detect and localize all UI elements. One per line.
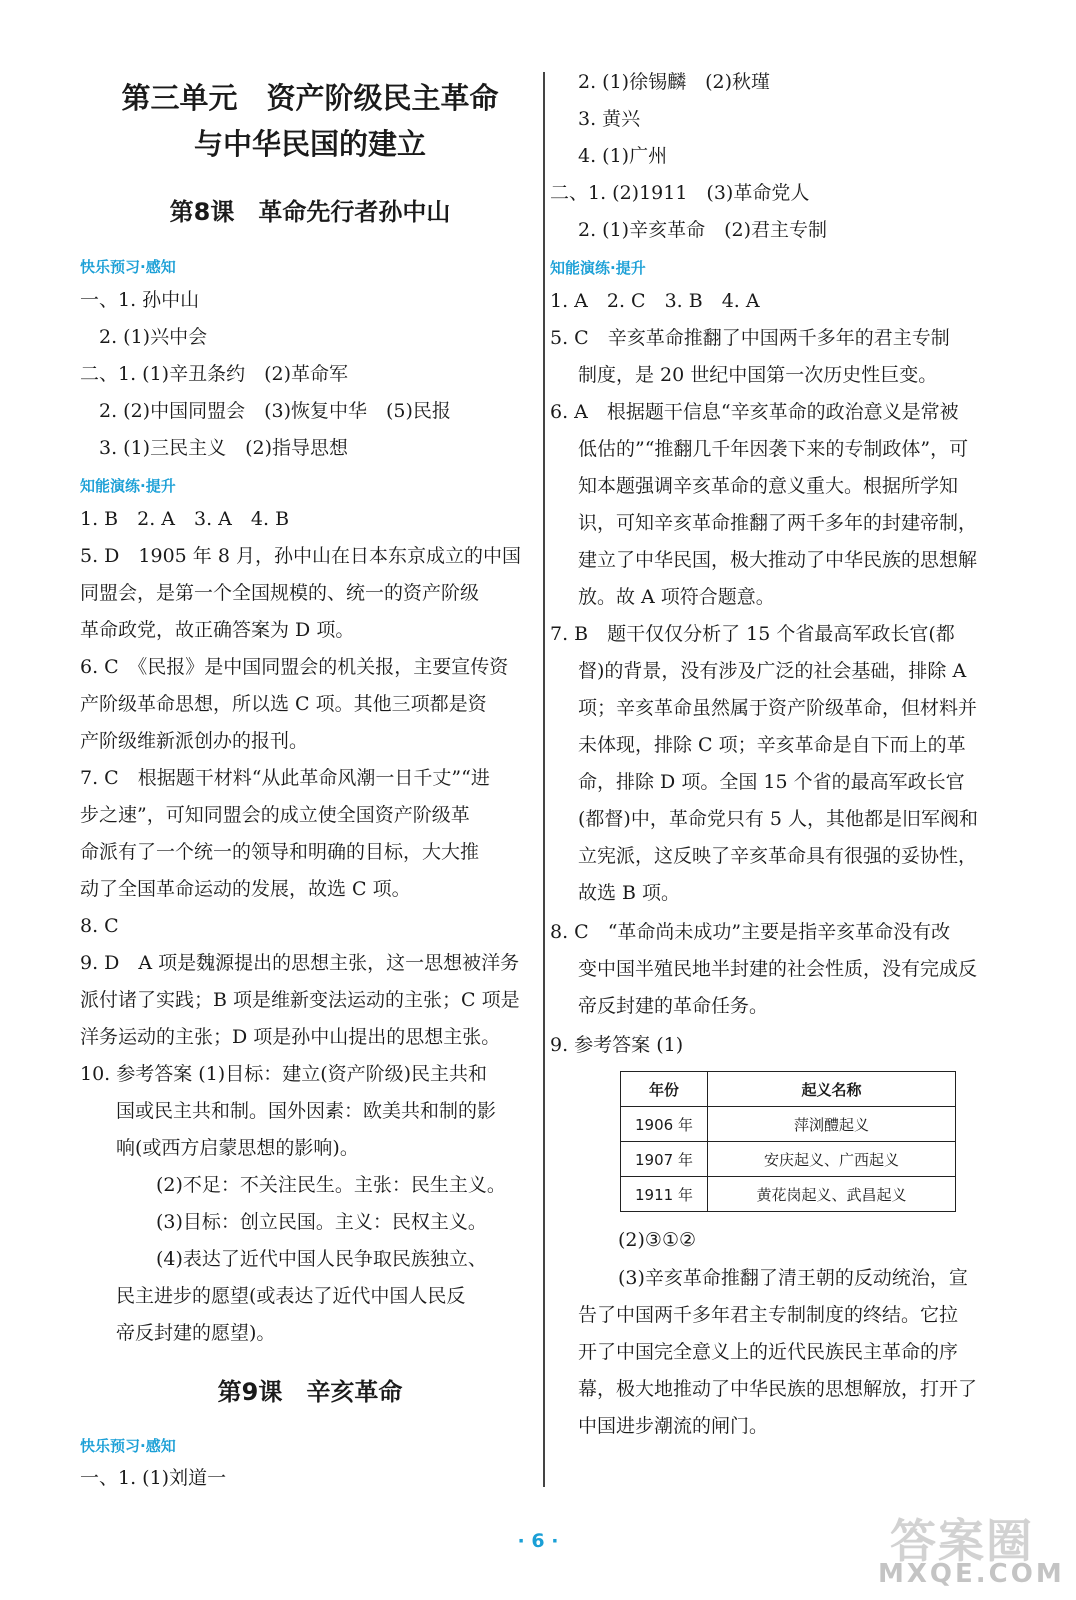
answer-line: 故选 B 项。 [578, 882, 681, 904]
answer-line: 动了全国革命运动的发展，故选 C 项。 [80, 878, 411, 900]
answer-line: 10. 参考答案 (1)目标：建立(资产阶级)民主共和 [80, 1063, 488, 1085]
answer-line: 7. B 题干仅仅分析了 15 个省最高军政长官(都 [550, 623, 955, 645]
answer-line: 帝反封建的愿望)。 [116, 1322, 276, 1344]
table-cell-year: 1906 年 [621, 1107, 708, 1142]
answer-line: 开了中国完全意义上的近代民族民主革命的序 [578, 1341, 959, 1363]
answer-line: 立宪派，这反映了辛亥革命具有很强的妥协性， [578, 845, 978, 867]
table-cell-uprising: 黄花岗起义、武昌起义 [708, 1177, 956, 1212]
answer-line: 响(或西方启蒙思想的影响)。 [116, 1137, 359, 1159]
answer-line: 同盟会，是第一个全国规模的、统一的资产阶级 [80, 582, 480, 604]
answer-line: 一、1. 孙中山 [80, 289, 200, 311]
answer-line: 识，可知辛亥革命推翻了两千多年的封建帝制， [578, 512, 978, 534]
answer-line: 2. (1)徐锡麟 (2)秋瑾 [578, 71, 770, 93]
answer-line: 民主进步的愿望(或表达了近代中国人民反 [116, 1285, 466, 1307]
answer-line: 9. D A 项是魏源提出的思想主张，这一思想被洋务 [80, 952, 520, 974]
answer-line: 5. D 1905 年 8 月，孙中山在日本东京成立的中国 [80, 545, 521, 567]
answer-line: 2. (1)兴中会 [80, 326, 208, 348]
table-header-uprising: 起义名称 [708, 1072, 956, 1107]
lesson8-title: 第8课 革命先行者孙中山 [169, 198, 451, 226]
answer-line: 中国进步潮流的闸门。 [578, 1415, 769, 1437]
table-cell-year: 1911 年 [621, 1177, 708, 1212]
answer-line: 国或民主共和制。国外因素：欧美共和制的影 [116, 1100, 497, 1122]
answer-line: (都督)中，革命党只有 5 人，其他都是旧军阀和 [578, 808, 978, 830]
answer-line: 革命政党，故正确答案为 D 项。 [80, 619, 355, 641]
answer-line: 步之速”，可知同盟会的成立使全国资产阶级革 [80, 804, 470, 826]
section-practice-tag: 知能演练·提升 [80, 477, 176, 495]
answer-line: 一、1. (1)刘道一 [80, 1467, 227, 1489]
section-practice-tag: 知能演练·提升 [550, 259, 646, 277]
answer-line: 产阶级维新派创办的报刊。 [80, 730, 309, 752]
watermark-url: MXQE.COM [878, 1559, 1065, 1589]
lesson9-title: 第9课 辛亥革命 [217, 1378, 403, 1406]
table-row [621, 1142, 956, 1177]
answer-line: 6. C 《民报》是中国同盟会的机关报，主要宣传资 [80, 656, 509, 678]
answer-line: 2. (1)辛亥革命 (2)君主专制 [578, 219, 827, 241]
uprising-table [620, 1071, 956, 1212]
answer-line: 7. C 根据题干材料“从此革命风潮一日千丈”“进 [80, 767, 490, 789]
answer-line: 放。故 A 项符合题意。 [578, 586, 775, 608]
answer-line: 8. C “革命尚未成功”主要是指辛亥革命没有改 [550, 921, 951, 943]
answer-line: 8. C [80, 915, 119, 937]
answer-line: 帝反封建的革命任务。 [578, 995, 769, 1017]
table-cell-uprising: 萍浏醴起义 [708, 1107, 956, 1142]
answer-line: 低估的”“推翻几千年因袭下来的专制政体”，可 [578, 438, 969, 460]
table-cell-year: 1907 年 [621, 1142, 708, 1177]
table-row [621, 1107, 956, 1142]
answer-line: 产阶级革命思想，所以选 C 项。其他三项都是资 [80, 693, 487, 715]
answer-line: 幕，极大地推动了中华民族的思想解放，打开了 [578, 1378, 978, 1400]
watermark-logo [860, 1505, 1065, 1595]
section-preview-tag: 快乐预习·感知 [80, 258, 176, 276]
answer-line: (4)表达了近代中国人民争取民族独立、 [156, 1248, 487, 1270]
section-preview-tag: 快乐预习·感知 [80, 1437, 176, 1455]
answer-line: 告了中国两千多年君主专制制度的终结。它拉 [578, 1304, 959, 1326]
answer-line: 二、1. (1)辛丑条约 (2)革命军 [80, 363, 348, 385]
answer-line: 命，排除 D 项。全国 15 个省的最高军政长官 [578, 771, 965, 793]
answer-line: 督)的背景，没有涉及广泛的社会基础，排除 A [578, 660, 967, 682]
answer-line: 1. B 2. A 3. A 4. B [80, 508, 290, 530]
unit-title-line1: 第三单元 资产阶级民主革命 [121, 81, 499, 115]
answer-line: 二、1. (2)1911 (3)革命党人 [550, 182, 810, 204]
page-number: · 6 · [517, 1530, 559, 1552]
answer-line: (2)不足：不关注民生。主张：民生主义。 [156, 1174, 506, 1196]
answer-line: (2)③①② [618, 1229, 697, 1251]
table-header-year: 年份 [621, 1072, 708, 1107]
answer-line: 建立了中华民国，极大推动了中华民族的思想解 [578, 549, 978, 571]
answer-line: 命派有了一个统一的领导和明确的目标，大大推 [80, 841, 480, 863]
answer-line: 知本题强调辛亥革命的意义重大。根据所学知 [578, 475, 959, 497]
column-divider [543, 72, 545, 1487]
answer-line: 9. 参考答案 (1) [550, 1034, 684, 1056]
answer-line: 3. 黄兴 [578, 108, 641, 130]
answer-line: 制度，是 20 世纪中国第一次历史性巨变。 [578, 364, 938, 386]
table-cell-uprising: 安庆起义、广西起义 [708, 1142, 956, 1177]
answer-line: 未体现，排除 C 项；辛亥革命是自下而上的革 [578, 734, 966, 756]
table-header-row [621, 1072, 956, 1107]
answer-line: 派付诸了实践；B 项是维新变法运动的主张；C 项是 [80, 989, 520, 1011]
watermark-text: 答案圈 [890, 1514, 1034, 1568]
answer-line: 变中国半殖民地半封建的社会性质，没有完成反 [578, 958, 978, 980]
unit-title-line2: 与中华民国的建立 [193, 127, 426, 161]
answer-line: 洋务运动的主张；D 项是孙中山提出的思想主张。 [80, 1026, 501, 1048]
answer-line: 3. (1)三民主义 (2)指导思想 [80, 437, 348, 459]
answer-line: 项；辛亥革命虽然属于资产阶级革命，但材料并 [578, 697, 978, 719]
answer-line: 2. (2)中国同盟会 (3)恢复中华 (5)民报 [80, 400, 451, 422]
answer-line: (3)辛亥革命推翻了清王朝的反动统治，宣 [618, 1267, 968, 1289]
table-row [621, 1177, 956, 1212]
answer-line: 6. A 根据题干信息“辛亥革命的政治意义是常被 [550, 401, 959, 423]
answer-line: (3)目标：创立民国。主义：民权主义。 [156, 1211, 487, 1233]
answer-line: 1. A 2. C 3. B 4. A [550, 290, 760, 312]
answer-line: 4. (1)广州 [578, 145, 668, 167]
answer-line: 5. C 辛亥革命推翻了中国两千多年的君主专制 [550, 327, 950, 349]
